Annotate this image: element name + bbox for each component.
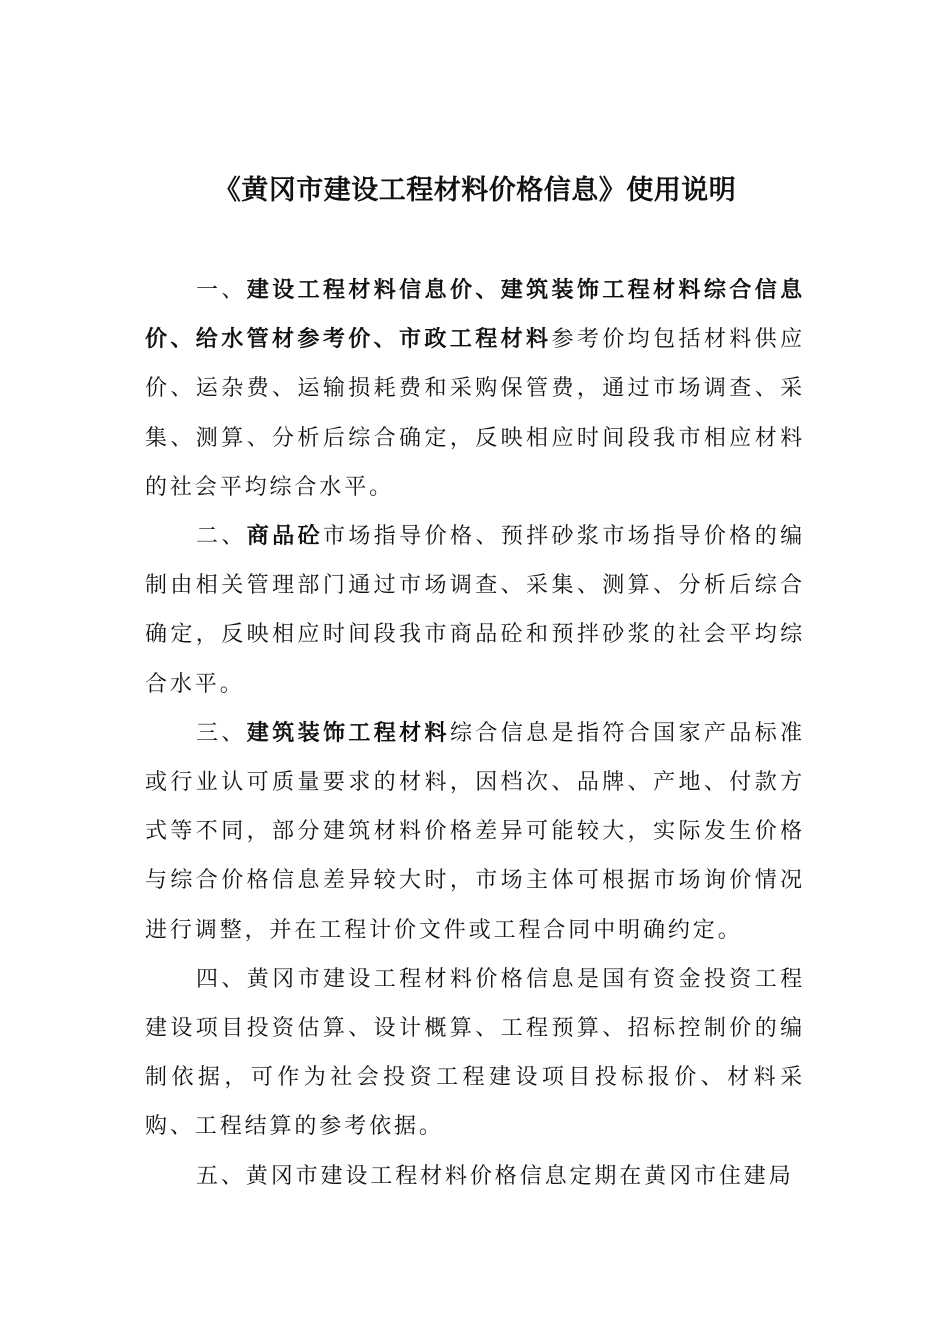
paragraph-3-bold-terms: 建筑装饰工程材料: [246, 719, 450, 746]
paragraph-4-text: 四、黄冈市建设工程材料价格信息是国有资金投资工程建设项目投资估算、设计概算、工程预算、招标控制价的编制依据，可作为社会投资工程建设项目投标报价、材料采购、工程结算的参考依据。: [145, 966, 805, 1140]
paragraph-2-text: 市场指导价格、预拌砂浆市场指导价格的编制由相关管理部门通过市场调查、采集、测算、分析后综合确定，反映相应时间段我市商品砼和预拌砂浆的社会平均综合水平。: [145, 524, 805, 697]
paragraph-2: [145, 512, 805, 709]
paragraph-1-bold-terms: 建设工程材料信息价、建筑装饰工程材料综合信息价、给水管材参考价、市政工程材料: [145, 277, 805, 353]
paragraph-5-text: 五、黄冈市建设工程材料价格信息定期在黄冈市住建局: [196, 1163, 794, 1189]
document-title: 《黄冈市建设工程材料价格信息》使用说明: [213, 175, 737, 206]
paragraph-1-prefix: 一、: [196, 278, 247, 303]
paragraph-2-bold-terms: 商品砼: [246, 523, 323, 550]
paragraph-3: [145, 709, 805, 955]
paragraph-4: [145, 955, 805, 1152]
paragraph-1: [145, 266, 805, 512]
paragraph-5: [145, 1152, 805, 1201]
paragraph-2-prefix: 二、: [196, 524, 247, 550]
document-body: [145, 266, 805, 1201]
paragraph-1-text: 参考价均包括材料供应价、运杂费、运输损耗费和采购保管费，通过市场调查、采集、测算、分析后综合确定，反映相应时间段我市相应材料的社会平均综合水平。: [145, 327, 805, 500]
paragraph-3-prefix: 三、: [196, 720, 247, 746]
paragraph-3-text: 综合信息是指符合国家产品标准或行业认可质量要求的材料，因档次、品牌、产地、付款方式等不同，部分建筑材料价格差异可能较大，实际发生价格与综合价格信息差异较大时，市场主体可根据市场询价情况进行调整，并在工程计价文件或工程合同中明确约定。: [145, 720, 805, 943]
